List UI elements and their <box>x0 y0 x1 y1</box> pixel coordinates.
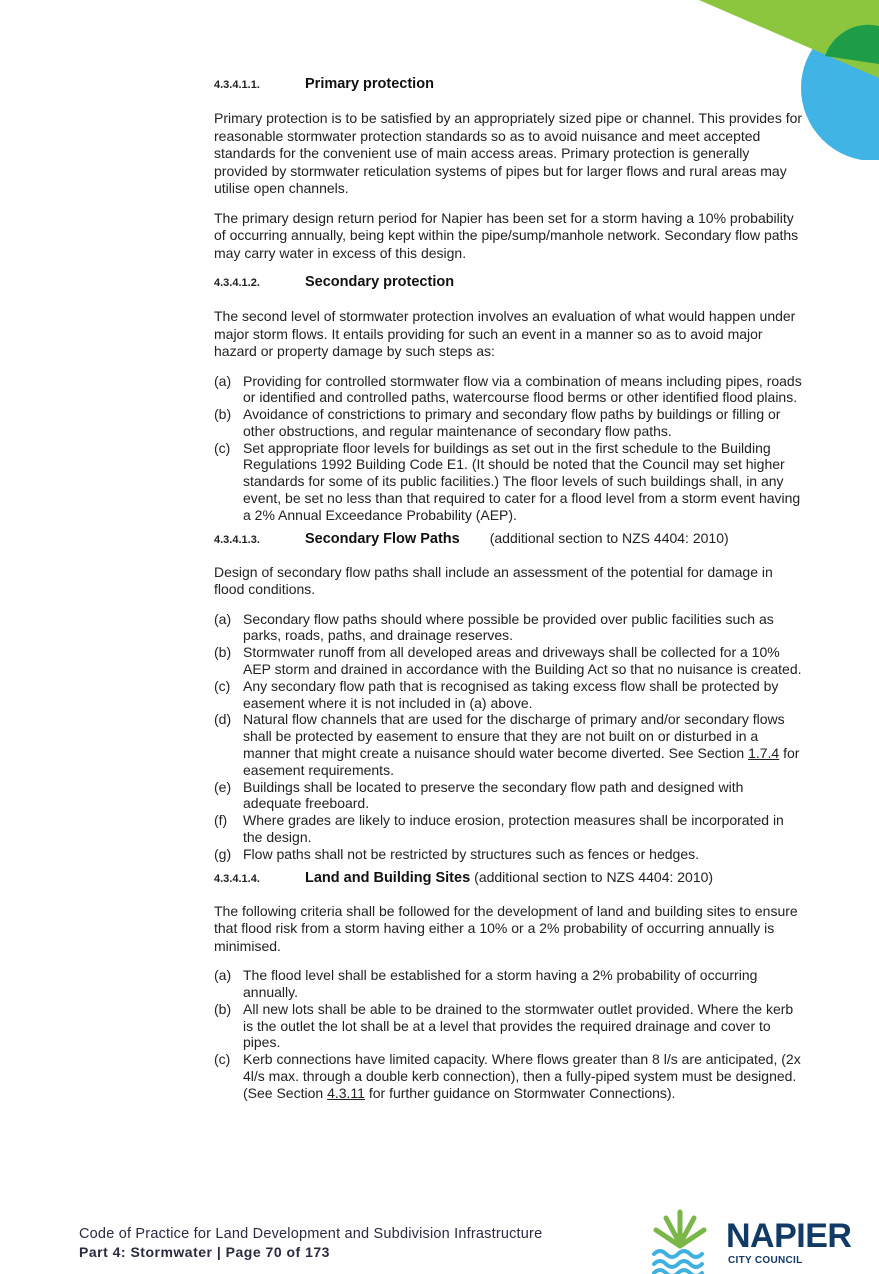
list-text-after: for easement requirements. <box>243 745 800 778</box>
list-marker: (c) <box>214 439 231 456</box>
fern-wave-icon <box>650 1208 716 1274</box>
list-item <box>214 644 804 678</box>
list-item <box>214 812 804 846</box>
logo-name: NAPIER <box>726 1217 852 1255</box>
section-heading <box>214 530 804 550</box>
section-number: 4.3.4.1.4. <box>214 872 260 885</box>
list-text: Where grades are likely to induce erosion, protection measures shall be incorporated in the design. <box>243 812 784 846</box>
list-item <box>214 373 804 407</box>
list-item <box>214 611 804 645</box>
page-footer <box>79 1226 542 1260</box>
list-text: Stormwater runoff from all developed areas and driveways shall be collected for a 10% AEP storm and drained in accordance with the Building Act so that no nuisance is created. <box>243 644 802 678</box>
list-marker: (c) <box>214 677 231 694</box>
section-note: (additional section to NZS 4404: 2010) <box>489 529 729 546</box>
logo-subtitle: CITY COUNCIL <box>728 1255 803 1266</box>
list-text: Set appropriate floor levels for buildings as set out in the first schedule to the Building Regulations 1992 Building Code E1. (It should be noted that the Council may set higher standards for some of its public facilities.) The floor levels of such buildings shall, in any event, be set no less than that required to cater for a flood level from a storm event having a 2% Annual Exceedance Probability (AEP). <box>243 439 801 523</box>
list-item <box>214 678 804 712</box>
paragraph: The second level of stormwater protection involves an evaluation of what would happen under major storm flows. It entails providing for such an event in a manner so as to avoid major hazard or property damage by such steps as: <box>214 308 796 359</box>
section-note: (additional section to NZS 4404: 2010) <box>474 868 714 885</box>
item-list <box>214 373 804 524</box>
list-marker: (a) <box>214 967 232 984</box>
footer-title: Code of Practice for Land Development and Subdivision Infrastructure <box>79 1226 543 1242</box>
list-text: Secondary flow paths should where possible be provided over public facilities such as parks, roads, paths, and drainage reserves. <box>243 610 774 644</box>
list-marker: (b) <box>214 1000 232 1017</box>
list-text-after: for further guidance on Stormwater Connections). <box>364 1084 676 1101</box>
section-number: 4.3.4.1.1. <box>214 79 260 91</box>
list-item <box>214 1051 804 1101</box>
list-text: Any secondary flow path that is recognised as taking excess flow shall be protected by easement where it is not included in (a) above. <box>243 677 779 711</box>
napier-logo <box>650 1208 850 1274</box>
list-item <box>214 846 804 863</box>
section-heading <box>214 869 804 889</box>
list-marker: (g) <box>214 845 232 862</box>
footer-page-info: Part 4: Stormwater | Page 70 of 173 <box>79 1244 330 1260</box>
list-text: The flood level shall be established for a storm having a 2% probability of occurring annually. <box>243 967 758 1000</box>
list-text-before: Natural flow channels that are used for the discharge of primary and/or secondary flows shall be protected by easement to ensure that they are not built on or disturbed in a manner that might create a nuisance should water become diverted. See Section <box>243 711 785 762</box>
section-heading <box>214 274 804 294</box>
list-text: Buildings shall be located to preserve the secondary flow path and designed with adequate freeboard. <box>243 778 744 812</box>
paragraph: The primary design return period for Napier has been set for a storm having a 10% probability of occurring annually, being kept within the pipe/sump/manhole network. Secondary flow paths may carry water in excess of this design. <box>214 209 799 261</box>
section-number: 4.3.4.1.2. <box>214 277 260 289</box>
document-body <box>214 76 804 1108</box>
list-item <box>214 1001 804 1051</box>
list-text <box>243 1051 804 1101</box>
list-marker: (e) <box>214 778 232 795</box>
section-link[interactable]: 4.3.11 <box>327 1084 365 1101</box>
list-marker: (d) <box>214 711 232 728</box>
section-link[interactable]: 1.7.4 <box>748 745 780 762</box>
list-text: All new lots shall be able to be drained to the stormwater outlet provided. Where the kerb is the outlet the lot shall be at a level that provides the required drainage and cover to pipes. <box>243 1000 794 1051</box>
list-marker: (b) <box>214 406 232 423</box>
paragraph: Primary protection is to be satisfied by an appropriately sized pipe or channel. This provides for reasonable stormwater protection standards so as to avoid nuisance and meet accepted standards for the convenient use of main access areas. Primary protection is generally provided by stormwater reticulation systems of pipes but for larger flows and rural areas may utilise open channels. <box>214 110 803 196</box>
item-list <box>214 967 804 1101</box>
list-marker: (f) <box>214 812 228 829</box>
list-text: Providing for controlled stormwater flow via a combination of means including pipes, roads or identified and controlled paths, watercourse flood berms or other identified flood plains. <box>243 372 802 406</box>
section-title: Land and Building Sites <box>305 869 471 886</box>
section-heading <box>214 76 804 96</box>
list-item <box>214 967 804 1001</box>
list-item <box>214 406 804 440</box>
list-text <box>243 711 804 778</box>
list-item <box>214 711 804 778</box>
list-marker: (b) <box>214 644 232 661</box>
list-text: Avoidance of constrictions to primary and secondary flow paths by buildings or filling or other obstructions, and regular maintenance of secondary flow paths. <box>243 406 781 439</box>
list-marker: (a) <box>214 610 232 627</box>
item-list <box>214 611 804 863</box>
paragraph: Design of secondary flow paths shall include an assessment of the potential for damage in flood conditions. <box>214 563 773 598</box>
list-item <box>214 440 804 524</box>
list-marker: (a) <box>214 372 232 389</box>
section-number: 4.3.4.1.3. <box>214 533 260 546</box>
section-title: Secondary protection <box>305 274 455 290</box>
list-marker: (c) <box>214 1051 231 1068</box>
list-text: Flow paths shall not be restricted by structures such as fences or hedges. <box>243 845 700 862</box>
section-title: Primary protection <box>305 76 434 92</box>
list-item <box>214 779 804 813</box>
list-text-before: Kerb connections have limited capacity. Where flows greater than 8 l/s are anticipated, (2x 4l/s max. through a double kerb connection), then a fully-piped system must be designed. (See Section <box>243 1051 801 1101</box>
paragraph: The following criteria shall be followed for the development of land and building sites to ensure that flood risk from a storm having either a 10% or a 2% probability of occurring annually is minimised. <box>214 902 798 954</box>
section-title: Secondary Flow Paths <box>305 530 460 547</box>
